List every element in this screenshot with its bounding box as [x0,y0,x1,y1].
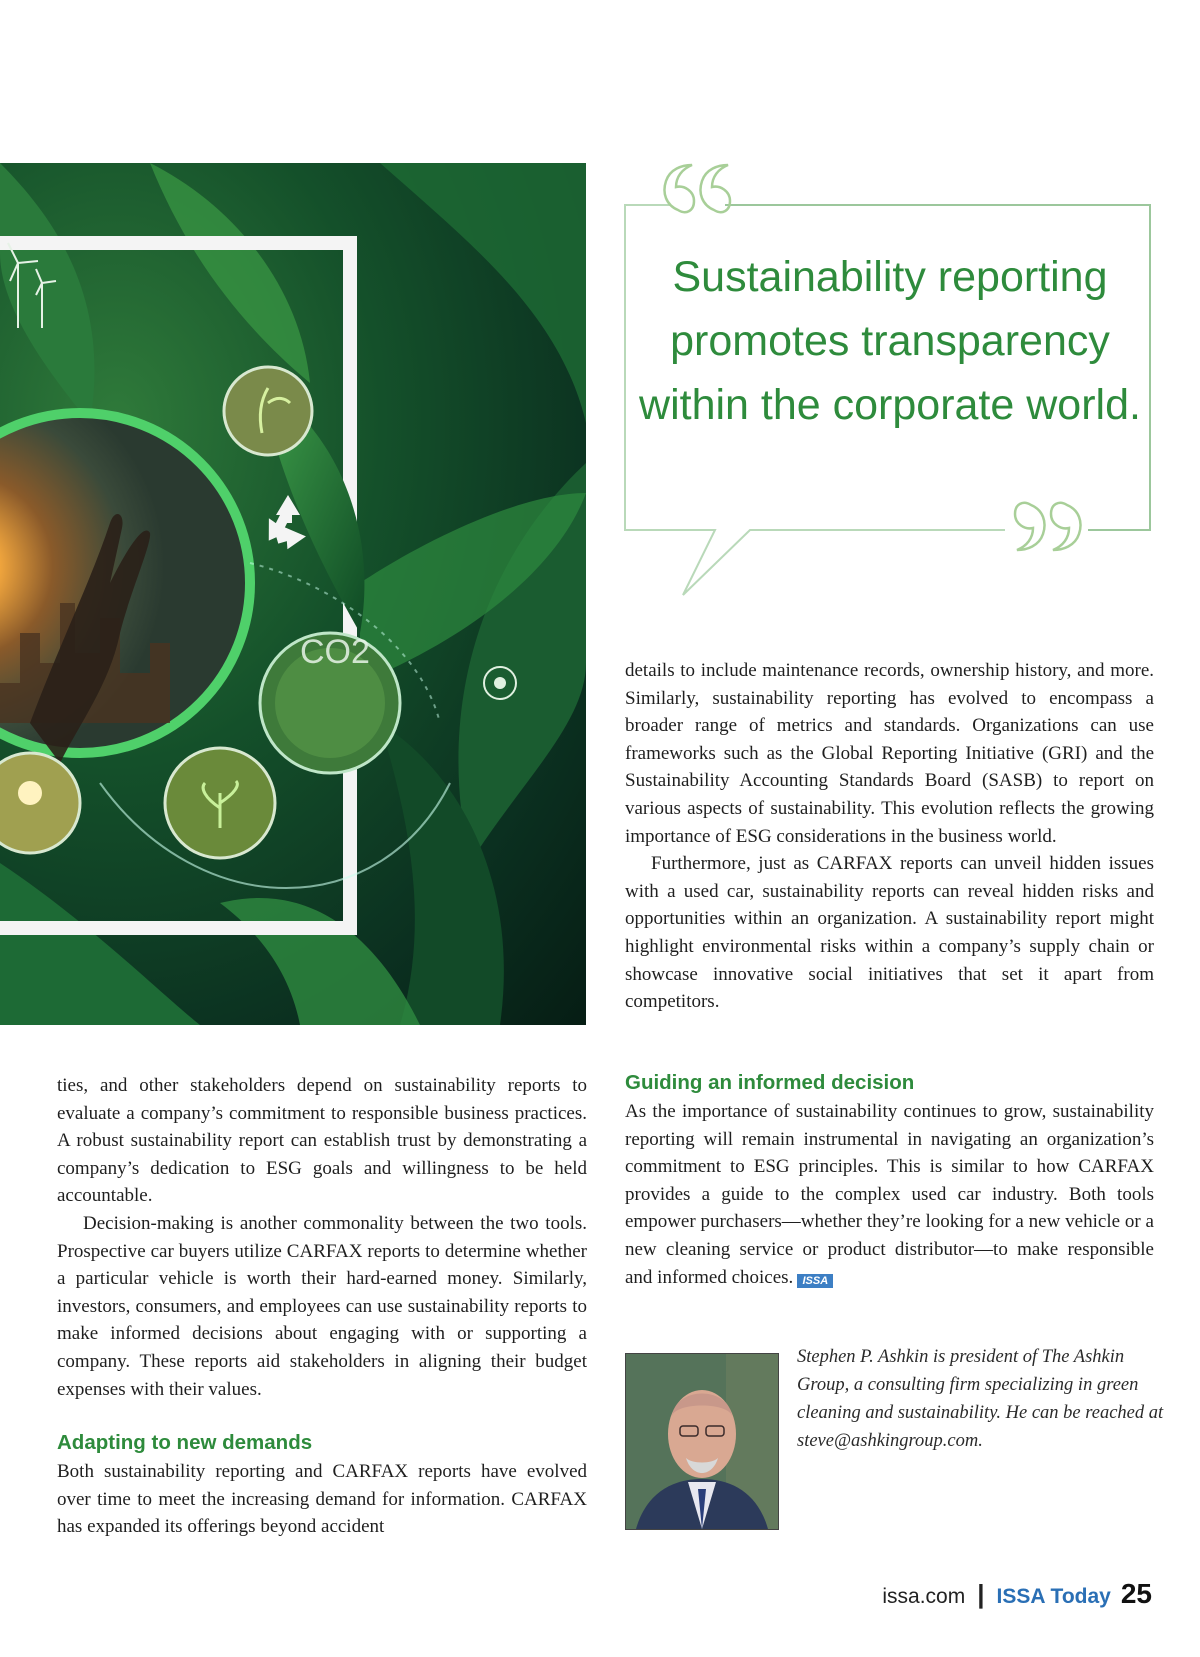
section-heading: Guiding an informed decision [625,1071,915,1094]
article-column-left [57,1072,587,1541]
hero-image [0,163,586,1025]
paragraph: Decision-making is another commonality between the two tools. Prospective car buyers utilize CARFAX reports to determine whether a particular vehicle is worth their hard-earned money. Similarly, investors, consumers, and employees can use sustainability reports to make informed decisions about engaging with or supporting a company. These reports aid stakeholders in aligning their budget expenses with their values. [57,1212,587,1400]
open-quote-icon [665,165,731,212]
close-quote-icon [1015,503,1081,550]
paragraph: Both sustainability reporting and CARFAX reports have evolved over time to meet the increasing demand for information. CARFAX has expanded its offerings beyond accident [57,1461,587,1538]
lightbulb-icon [0,753,80,853]
author-bio: Stephen P. Ashkin is president of The Ashkin Group, a consulting firm specializing in green cleaning and sustainability. He can be reached at steve@ashkingroup.com. [797,1347,1164,1451]
paragraph [625,1098,1154,1291]
page-number: 25 [1120,1578,1152,1609]
footer-separator: | [977,1579,985,1609]
issa-end-mark-icon: ISSA [797,1274,833,1288]
footer-publication: ISSA Today [996,1585,1111,1608]
article-column-right-top [625,657,1154,1016]
paragraph: details to include maintenance records, ownership history, and more. Similarly, sustainability reporting has evolved to encompass a broader range of metrics and standards. Organizations can use frameworks such as the Global Reporting Initiative (GRI) and the Sustainability Accounting Standards Board (SASB) to report on various aspects of sustainability. This evolution reflects the growing importance of ESG considerations in the business world. [625,660,1154,847]
co2-label: CO2 [300,633,370,671]
section-heading: Adapting to new demands [57,1431,313,1455]
paragraph: ties, and other stakeholders depend on sustainability reports to evaluate a company’s commitment to responsible business practices. A robust sustainability report can establish trust by demonstrating a company’s dedication to ESG goals and willingness to be held accountable. [57,1075,587,1207]
article-column-right-mid [625,1068,1154,1291]
footer-site[interactable]: issa.com [882,1585,966,1608]
plant-icon [224,367,312,455]
paragraph-text: As the importance of sustainability continues to grow, sustainability reporting will remain instrumental in navigating an organization’s commitment to ESG principles. This is similar to how CARFAX provides a guide to the complex used car industry. Both tools empower purchasers—whether they’re looking for a new vehicle or a new cleaning service or product distributor—to make responsible and informed choices. [625,1101,1154,1288]
paragraph: Furthermore, just as CARFAX reports can unveil hidden issues with a used car, sustainability reports can reveal hidden risks and opportunities within an organization. A sustainability report might highlight environmental risks within a company’s supply chain or showcase innovative social initiatives that set it apart from competitors. [625,853,1154,1013]
page-footer [882,1578,1152,1610]
author-photo [625,1353,779,1530]
pull-quote-text: Sustainability reporting promotes transparency within the corporate world. [639,253,1141,429]
hero-illustration [0,163,586,1025]
